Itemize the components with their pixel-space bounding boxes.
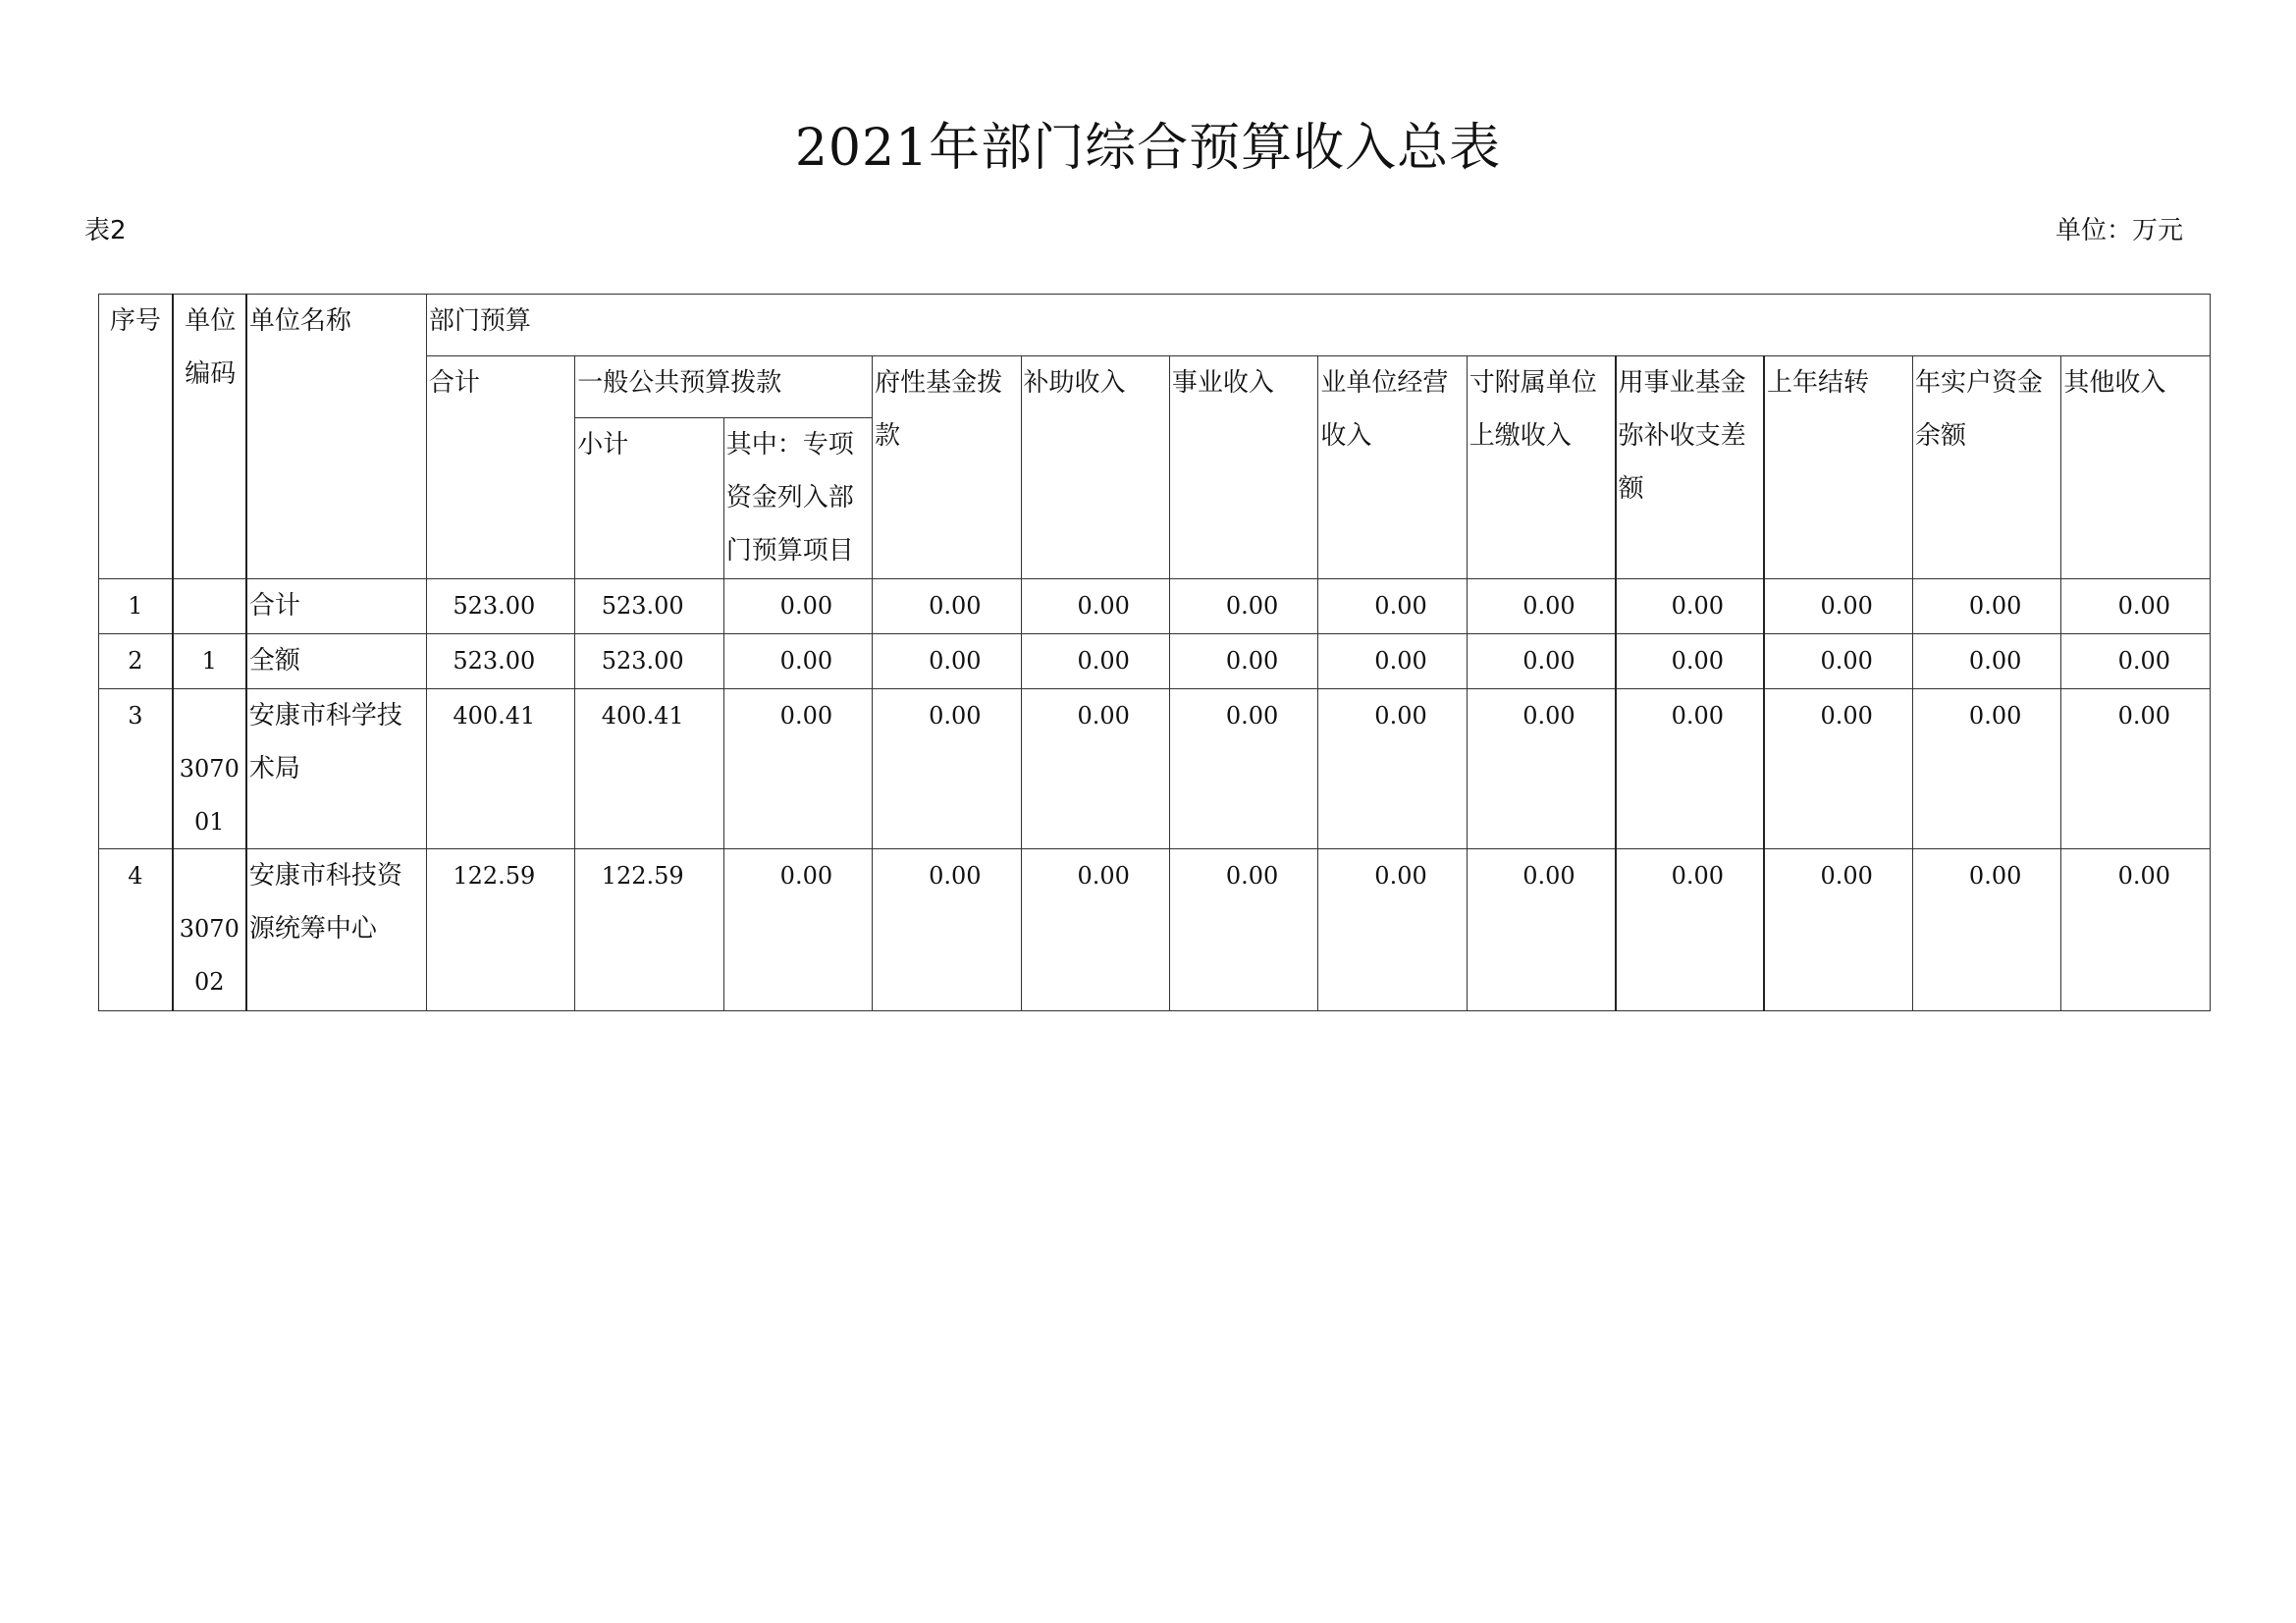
row-seq: 1 (99, 579, 173, 634)
cell-total: 523.00 (426, 634, 574, 689)
row-name: 合计 (246, 579, 426, 634)
cell-subtotal: 122.59 (575, 849, 723, 1011)
header-carryover: 上年结转 (1764, 356, 1912, 579)
budget-income-table (98, 294, 2211, 1011)
row-code (173, 689, 246, 849)
header-subtotal: 小计 (575, 418, 723, 579)
cell-subtotal: 400.41 (575, 689, 723, 849)
header-business: 事业收入 (1169, 356, 1317, 579)
row-code-part: 02 (194, 968, 225, 996)
cell-affiliated: 0.00 (1467, 579, 1615, 634)
cell-reserve: 0.00 (1616, 689, 1764, 849)
cell-subtotal: 523.00 (575, 579, 723, 634)
page-title: 2021年部门综合预算收入总表 (794, 119, 1502, 178)
cell-operating: 0.00 (1318, 689, 1467, 849)
cell-special-funds: 0.00 (723, 579, 872, 634)
cell-business: 0.00 (1169, 634, 1317, 689)
header-total: 合计 (426, 356, 574, 579)
cell-business: 0.00 (1169, 849, 1317, 1011)
cell-business: 0.00 (1169, 579, 1317, 634)
row-code-part: 01 (194, 808, 225, 836)
cell-operating: 0.00 (1318, 579, 1467, 634)
header-operating: 业单位经营收入 (1318, 356, 1467, 579)
row-seq: 2 (99, 634, 173, 689)
row-code (173, 849, 246, 1011)
cell-special-funds: 0.00 (723, 634, 872, 689)
table-number: 表2 (84, 216, 127, 245)
cell-gov-fund: 0.00 (873, 634, 1021, 689)
cell-carryover: 0.00 (1764, 689, 1912, 849)
cell-account-balance: 0.00 (1912, 689, 2060, 849)
row-code (173, 579, 246, 634)
cell-special-funds: 0.00 (723, 849, 872, 1011)
header-other: 其他收入 (2061, 356, 2211, 579)
cell-carryover: 0.00 (1764, 849, 1912, 1011)
cell-affiliated: 0.00 (1467, 689, 1615, 849)
table-row (99, 579, 2211, 634)
header-subsidy: 补助收入 (1021, 356, 1169, 579)
table-row (99, 634, 2211, 689)
row-seq: 4 (99, 849, 173, 1011)
header-unit-name: 单位名称 (246, 295, 426, 579)
cell-carryover: 0.00 (1764, 634, 1912, 689)
cell-other: 0.00 (2061, 689, 2211, 849)
cell-operating: 0.00 (1318, 634, 1467, 689)
header-special-funds: 其中：专项资金列入部门预算项目 (723, 418, 872, 579)
cell-business: 0.00 (1169, 689, 1317, 849)
cell-operating: 0.00 (1318, 849, 1467, 1011)
cell-gov-fund: 0.00 (873, 849, 1021, 1011)
header-gov-fund: 府性基金拨款 (873, 356, 1021, 579)
header-reserve: 用事业基金弥补收支差额 (1616, 356, 1764, 579)
cell-subsidy: 0.00 (1021, 689, 1169, 849)
header-dept-budget: 部门预算 (426, 295, 2210, 356)
cell-reserve: 0.00 (1616, 579, 1764, 634)
header-affiliated: 寸附属单位上缴收入 (1467, 356, 1615, 579)
cell-other: 0.00 (2061, 634, 2211, 689)
cell-other: 0.00 (2061, 849, 2211, 1011)
header-unit-code: 单位编码 (173, 295, 246, 579)
cell-reserve: 0.00 (1616, 849, 1764, 1011)
row-seq: 3 (99, 689, 173, 849)
cell-subsidy: 0.00 (1021, 579, 1169, 634)
cell-account-balance: 0.00 (1912, 634, 2060, 689)
row-code: 1 (173, 634, 246, 689)
header-general-public: 一般公共预算拨款 (575, 356, 873, 418)
cell-subtotal: 523.00 (575, 634, 723, 689)
cell-carryover: 0.00 (1764, 579, 1912, 634)
cell-subsidy: 0.00 (1021, 849, 1169, 1011)
table-row (99, 849, 2211, 1011)
table-row (99, 689, 2211, 849)
cell-gov-fund: 0.00 (873, 689, 1021, 849)
cell-affiliated: 0.00 (1467, 634, 1615, 689)
row-name: 全额 (246, 634, 426, 689)
unit-label: 单位：万元 (2055, 216, 2183, 245)
cell-total: 122.59 (426, 849, 574, 1011)
header-account-balance: 年实户资金余额 (1912, 356, 2060, 579)
cell-account-balance: 0.00 (1912, 849, 2060, 1011)
row-name: 安康市科学技术局 (246, 689, 426, 849)
cell-gov-fund: 0.00 (873, 579, 1021, 634)
row-code-part: 3070 (179, 915, 240, 943)
cell-total: 400.41 (426, 689, 574, 849)
cell-total: 523.00 (426, 579, 574, 634)
row-code-part: 3070 (179, 755, 240, 783)
cell-affiliated: 0.00 (1467, 849, 1615, 1011)
cell-subsidy: 0.00 (1021, 634, 1169, 689)
cell-account-balance: 0.00 (1912, 579, 2060, 634)
cell-other: 0.00 (2061, 579, 2211, 634)
cell-special-funds: 0.00 (723, 689, 872, 849)
cell-reserve: 0.00 (1616, 634, 1764, 689)
row-name: 安康市科技资源统筹中心 (246, 849, 426, 1011)
header-seq: 序号 (99, 295, 173, 579)
